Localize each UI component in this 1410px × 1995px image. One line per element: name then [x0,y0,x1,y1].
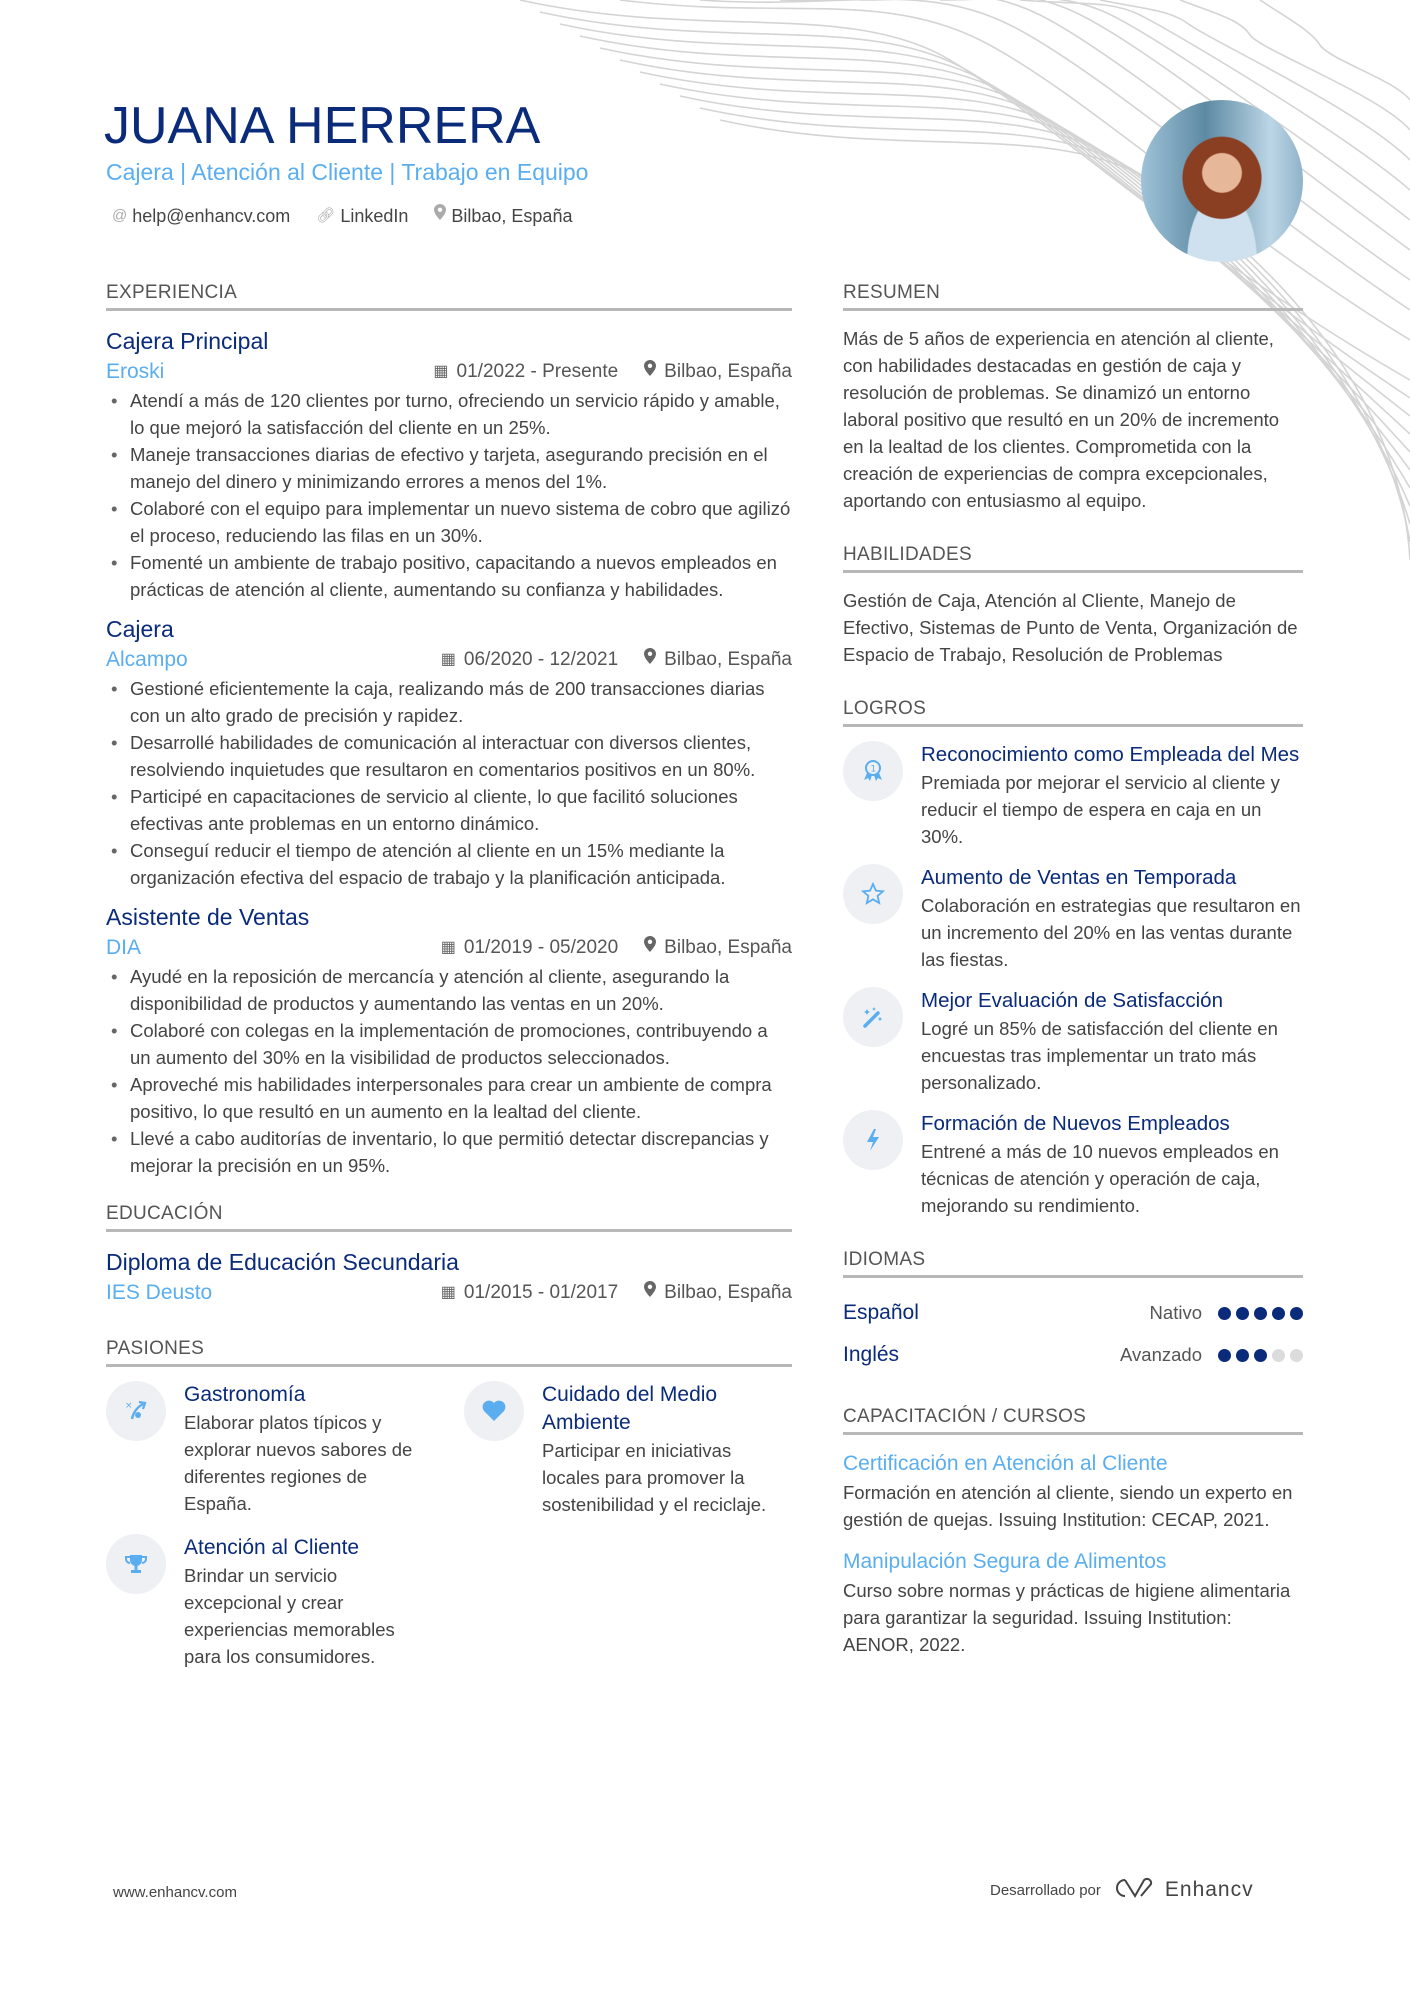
magic-wand-icon [843,987,903,1047]
job-meta [106,933,792,963]
language-item [843,1292,1303,1334]
passion-item [106,1534,434,1670]
strategy-icon [106,1381,166,1441]
contact-linkedin[interactable] [316,204,408,228]
section-title-skills: HABILIDADES [843,542,1303,573]
candidate-name: JUANA HERRERA [104,97,541,155]
company-name: Eroski [106,360,165,383]
bullet: • Colaboré con el equipo para implementar un nuevo sistema de cobro que agilizó el proceso, reduciendo las filas en un 30%. [106,495,792,549]
job-bullets [106,387,792,603]
bullet: • Desarrollé habilidades de comunicación al interactuar con diversos clientes, resolviendo inquietudes que resultaron en comentarios positivos en un 80%. [106,729,792,783]
proficiency-dots [1218,1349,1303,1362]
passion-list [106,1381,792,1670]
achievement-desc: Premiada por mejorar el servicio al cliente y reducir el tiempo de espera en caja en un 30%. [921,772,1280,847]
company-name: DIA [106,936,142,959]
location-icon [644,357,656,387]
dot-empty [1272,1349,1285,1362]
achievement-desc: Colaboración en estrategias que resultaron en un incremento del 20% en las ventas durante las fiestas. [921,895,1301,970]
location-icon [644,933,656,963]
job-location: Bilbao, España [664,361,792,382]
dot-filled [1254,1307,1267,1320]
bullet: • Llevé a cabo auditorías de inventario, lo que permitió detectar discrepancias y mejorar la precisión en un 95%. [106,1125,792,1179]
footer-website[interactable]: www.enhancv.com [113,1884,237,1901]
bullet: • Atendí a más de 120 clientes por turno, ofreciendo un servicio rápido y amable, lo que mejoró la satisfacción del cliente en un 25%. [106,387,792,441]
job-title: Asistente de Ventas [106,904,310,930]
passion-desc: Elaborar platos típicos y explorar nuevos sabores de diferentes regiones de España. [184,1412,413,1514]
bullet: • Aproveché mis habilidades interpersonales para crear un ambiente de compra positivo, lo que resultó en un aumento en la lealtad del cliente. [106,1071,792,1125]
profile-photo [1141,100,1303,262]
degree-title: Diploma de Educación Secundaria [106,1249,459,1275]
heart-icon [464,1381,524,1441]
achievement-title: Formación de Nuevos Empleados [921,1112,1230,1135]
passion-title: Gastronomía [184,1383,306,1406]
skills-section [843,542,1303,668]
achievement-item [843,864,1303,973]
bullet: • Colaboré con colegas en la implementación de promociones, contribuyendo a un aumento del 30% en la visibilidad de productos seleccionados. [106,1017,792,1071]
achievement-title: Reconocimiento como Empleada del Mes [921,743,1300,766]
course-desc: Curso sobre normas y prácticas de higiene alimentaria para garantizar la seguridad. Issuing Institution: AENOR, 2022. [843,1580,1291,1655]
contact-list [112,204,572,228]
passion-item [464,1381,792,1518]
dot-filled [1254,1349,1267,1362]
summary-section [843,280,1303,514]
school-name: IES Deusto [106,1281,213,1304]
dot-filled [1236,1349,1249,1362]
course-item [843,1449,1303,1533]
education-section [106,1201,792,1308]
award-ribbon-icon [843,741,903,801]
calendar-icon: ▦ [440,1284,456,1301]
job-title: Cajera [106,616,174,642]
at-icon: @ [112,207,128,224]
language-level: Avanzado [1120,1344,1202,1365]
company-name: Alcampo [106,648,188,671]
dot-filled [1290,1307,1303,1320]
bullet: • Fomenté un ambiente de trabajo positivo, capacitando a nuevos empleados en prácticas de atención al cliente, aumentando su confianza y habilidades. [106,549,792,603]
brand-name: Enhancv [1164,1878,1254,1901]
powered-by-label: Desarrollado por [990,1881,1101,1899]
passion-desc: Participar en iniciativas locales para promover la sostenibilidad y el reciclaje. [542,1440,767,1515]
footer-branding [990,1876,1254,1904]
job-dates: 01/2019 - 05/2020 [463,937,619,958]
star-icon [843,864,903,924]
achievement-item [843,987,1303,1096]
job-location: Bilbao, España [664,649,792,670]
location-icon [434,204,446,228]
course-item [843,1547,1303,1658]
calendar-icon: ▦ [440,939,456,956]
passion-desc: Brindar un servicio excepcional y crear experiencias memorables para los consumidores. [184,1565,395,1667]
left-column [106,280,792,1670]
section-title-achievements: LOGROS [843,696,1303,727]
achievement-item [843,1110,1303,1219]
proficiency-dots [1218,1307,1303,1320]
svg-text:×: × [125,1401,133,1411]
location-icon [644,1278,656,1308]
job-dates: 01/2022 - Presente [456,361,619,382]
language-item [843,1334,1303,1376]
education-meta [106,1278,792,1308]
achievement-item [843,741,1303,850]
bullet: • Participé en capacitaciones de servicio al cliente, lo que facilitó soluciones efectivas ante problemas en un entorno dinámico. [106,783,792,837]
languages-section [843,1247,1303,1376]
education-dates: 01/2015 - 01/2017 [463,1282,619,1303]
passion-item [106,1381,434,1518]
education-location: Bilbao, España [664,1282,792,1303]
candidate-tagline: Cajera | Atención al Cliente | Trabajo en Equipo [106,159,589,185]
bullet: • Ayudé en la reposición de mercancía y atención al cliente, asegurando la disponibilidad de productos y aumentando las ventas en un 20%. [106,963,792,1017]
contact-email[interactable] [112,204,290,228]
summary-text: Más de 5 años de experiencia en atención al cliente, con habilidades destacadas en gestión de caja y resolución de problemas. Se dinamizó un entorno laboral positivo que resultó en un 20% de incremento en la lealtad de los clientes. Comprometida con la creación de experiencias de compra excepcionales, aportando con entusiasmo al equipo. [843,328,1280,511]
contact-location-text: Bilbao, España [451,206,573,226]
achievement-title: Aumento de Ventas en Temporada [921,866,1237,889]
dot-empty [1290,1349,1303,1362]
job-dates: 06/2020 - 12/2021 [463,649,619,670]
dot-filled [1236,1307,1249,1320]
achievement-desc: Logré un 85% de satisfacción del cliente en encuestas tras implementar un trato más personalizado. [921,1018,1278,1093]
courses-section [843,1404,1303,1658]
skills-text: Gestión de Caja, Atención al Cliente, Manejo de Efectivo, Sistemas de Punto de Venta, Organización de Espacio de Trabajo, Resolución de Problemas [843,590,1298,665]
job-entry [106,901,792,1179]
contact-location [434,204,572,228]
bullet: • Conseguí reducir el tiempo de atención al cliente en un 15% mediante la organización efectiva del espacio de trabajo y la planificación anticipada. [106,837,792,891]
link-icon: 🔗︎ [316,207,336,224]
passion-title: Atención al Cliente [184,1536,360,1559]
achievements-section [843,696,1303,1219]
job-meta [106,357,792,387]
contact-linkedin-text: LinkedIn [340,206,409,226]
course-desc: Formación en atención al cliente, siendo un experto en gestión de quejas. Issuing Institution: CECAP, 2021. [843,1482,1293,1530]
enhancv-logo-icon [1111,1876,1155,1904]
section-title-summary: RESUMEN [843,280,1303,311]
contact-email-text: help@enhancv.com [132,206,291,226]
experience-section [106,280,792,1179]
course-title: Manipulación Segura de Alimentos [843,1550,1167,1573]
course-title: Certificación en Atención al Cliente [843,1452,1168,1475]
right-column [843,280,1303,1686]
calendar-icon: ▦ [440,651,456,668]
dot-filled [1218,1349,1231,1362]
job-entry [106,613,792,891]
section-title-education: EDUCACIÓN [106,1201,792,1232]
lightning-icon [843,1110,903,1170]
dot-filled [1272,1307,1285,1320]
calendar-icon: ▦ [433,363,449,380]
section-title-languages: IDIOMAS [843,1247,1303,1278]
passions-section [106,1336,792,1670]
job-meta [106,645,792,675]
location-icon [644,645,656,675]
passion-title: Cuidado del Medio Ambiente [542,1383,718,1434]
achievement-desc: Entrené a más de 10 nuevos empleados en técnicas de atención y operación de caja, mejorando su rendimiento. [921,1141,1279,1216]
dot-filled [1218,1307,1231,1320]
section-title-passions: PASIONES [106,1336,792,1367]
job-entry [106,325,792,603]
language-name: Inglés [843,1343,900,1366]
job-location: Bilbao, España [664,937,792,958]
job-bullets [106,675,792,891]
bullet: • Gestioné eficientemente la caja, realizando más de 200 transacciones diarias con un alto grado de precisión y rapidez. [106,675,792,729]
trophy-icon [106,1534,166,1594]
svg-text:1: 1 [870,764,877,775]
achievement-title: Mejor Evaluación de Satisfacción [921,989,1223,1012]
bullet: • Maneje transacciones diarias de efectivo y tarjeta, asegurando precisión en el manejo del dinero y minimizando errores a menos del 1%. [106,441,792,495]
section-title-experience: EXPERIENCIA [106,280,792,311]
job-title: Cajera Principal [106,328,269,354]
job-bullets [106,963,792,1179]
section-title-courses: CAPACITACIÓN / CURSOS [843,1404,1303,1435]
education-entry [106,1246,792,1308]
language-level: Nativo [1149,1302,1202,1323]
language-name: Español [843,1301,919,1324]
